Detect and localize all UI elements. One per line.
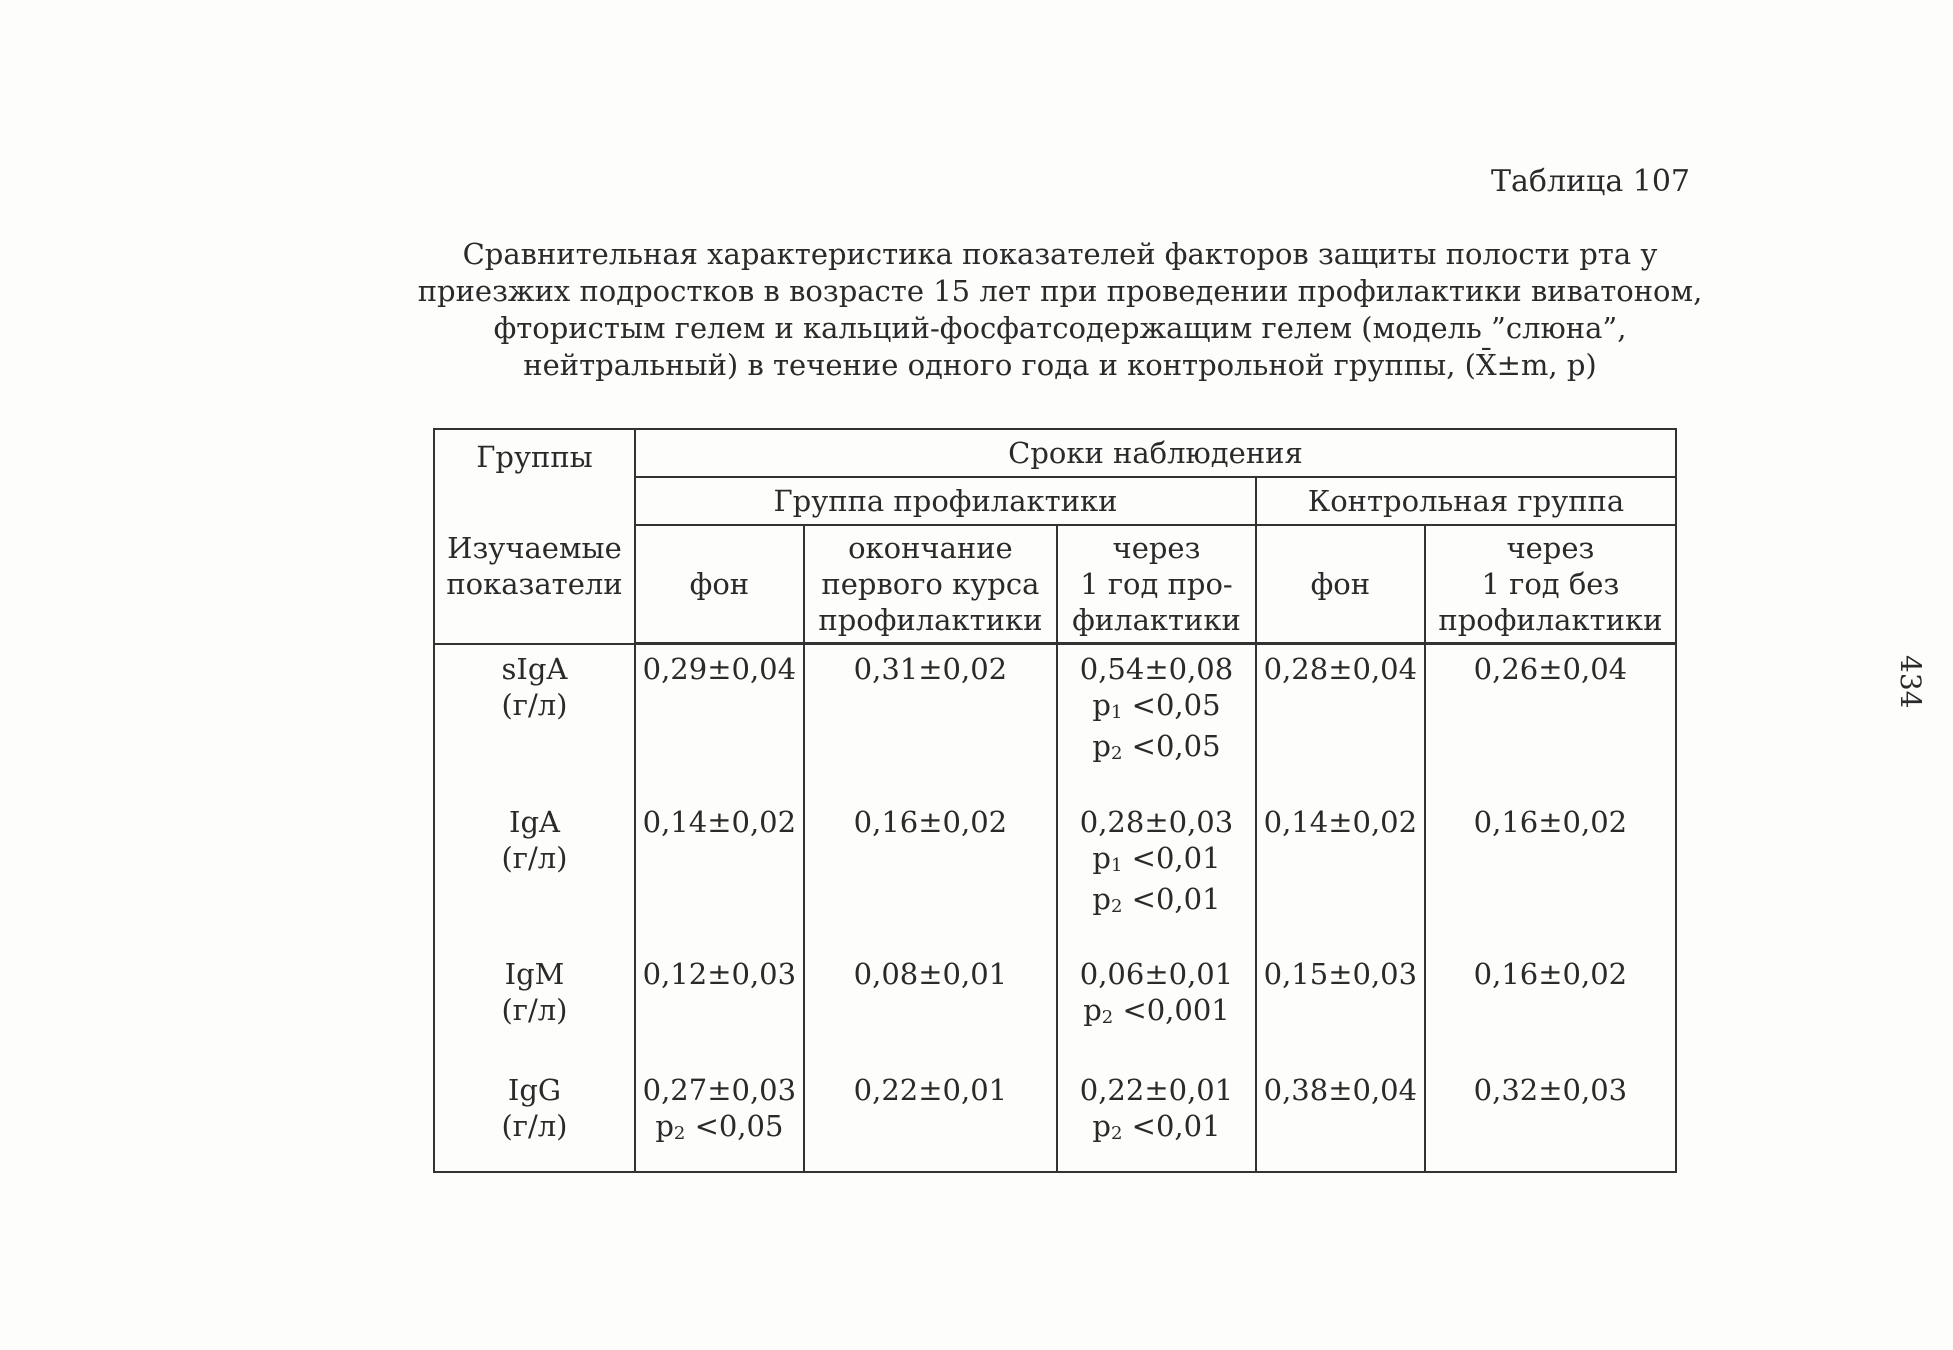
p-value: p2 <0,05 [655,1108,784,1144]
p-value: p1 <0,01 [1092,840,1221,876]
corner-line: показатели [446,567,623,601]
value-text: 0,22±0,01 [853,1072,1008,1107]
p-value: p1 <0,05 [1092,688,1221,723]
caption-line: приезжих подростков в возрасте 15 лет при проведении профилактики виватоном, [417,274,1703,308]
indicator-name: IgG [507,1072,562,1107]
value-cell [804,644,1057,798]
indicator-unit: (г/л) [501,1108,568,1143]
value-cell [635,644,804,798]
value-cell [635,950,804,1066]
table-row [434,950,1676,1066]
indicator-name: IgM [504,956,565,991]
column-header-line: через [1506,531,1595,565]
column-header-baseline [635,525,804,644]
value-cell [1425,644,1676,798]
value-text: 0,08±0,01 [853,956,1008,991]
value-text: 0,06±0,01 [1079,956,1234,991]
corner-header-cell [434,429,635,644]
caption-line: Сравнительная характеристика показателей факторов защиты полости рта у [462,237,1658,271]
value-cell [1057,644,1256,798]
indicator-cell [434,798,635,950]
value-text: 0,28±0,04 [1263,652,1418,686]
column-header-line: профилактики [818,603,1043,637]
value-text: 0,16±0,02 [1473,956,1628,991]
value-text: 0,22±0,01 [1079,1072,1234,1107]
column-header-after-year-prophylaxis [1057,525,1256,644]
indicator-unit: (г/л) [501,840,568,875]
value-cell [1057,1066,1256,1172]
corner-indicators-label [435,484,634,602]
p-value: p2 <0,001 [1083,992,1230,1028]
column-header-line: 1 год про- [1080,567,1233,601]
column-header-line: через [1112,531,1201,565]
column-header-end-course [804,525,1057,644]
value-cell [1425,798,1676,950]
column-header-line: фон [1310,567,1371,601]
value-cell [1256,644,1425,798]
column-header-line: филактики [1072,603,1241,637]
value-cell [1057,950,1256,1066]
value-text: 0,15±0,03 [1263,956,1418,991]
table-number: Таблица 107 [1491,164,1690,199]
table-row [434,644,1676,798]
column-header-line: окончание [848,531,1013,565]
indicator-cell [434,644,635,798]
value-text: 0,12±0,03 [642,956,797,991]
value-cell [635,798,804,950]
value-text: 0,31±0,02 [853,652,1008,686]
table-row [434,798,1676,950]
value-text: 0,16±0,02 [853,804,1008,839]
control-group-header: Контрольная группа [1256,477,1676,525]
value-text: 0,14±0,02 [1263,804,1418,839]
value-text: 0,29±0,04 [642,652,797,686]
column-header-line: профилактики [1438,603,1663,637]
indicator-cell [434,950,635,1066]
data-table [433,428,1677,1173]
value-text: 0,32±0,03 [1473,1072,1628,1107]
value-text: 0,27±0,03 [642,1072,797,1107]
column-header-line: 1 год без [1481,567,1620,601]
table-row [434,1066,1676,1172]
indicator-cell [434,1066,635,1172]
value-cell [804,950,1057,1066]
value-cell [1057,798,1256,950]
p-value: p2 <0,01 [1092,1108,1221,1144]
indicator-name: sIgA [501,651,568,686]
corner-line: Изучаемые [447,531,622,565]
table-caption [390,236,1730,384]
column-header-after-year-no-prophylaxis [1425,525,1676,644]
value-text: 0,26±0,04 [1473,652,1628,686]
value-text: 0,14±0,02 [642,804,797,839]
prophylaxis-group-header: Группа профилактики [635,477,1256,525]
value-cell [1425,950,1676,1066]
value-cell [1256,1066,1425,1172]
corner-groups-label: Группы [476,440,593,474]
value-cell [1256,950,1425,1066]
value-text: 0,54±0,08 [1079,652,1234,686]
value-cell [635,1066,804,1172]
value-cell [1256,798,1425,950]
p-value: p2 <0,01 [1092,881,1221,917]
column-header-control-baseline [1256,525,1425,644]
value-text: 0,28±0,03 [1079,804,1234,839]
p-value: p2 <0,05 [1092,729,1221,764]
value-cell [804,798,1057,950]
value-text: 0,38±0,04 [1263,1072,1418,1107]
value-cell [804,1066,1057,1172]
value-cell [1425,1066,1676,1172]
observation-periods-header: Сроки наблюдения [635,429,1676,477]
column-header-line: фон [689,567,750,601]
column-header-line: первого курса [821,567,1040,601]
indicator-name: IgA [509,804,560,839]
value-text: 0,16±0,02 [1473,804,1628,839]
caption-line: нейтральный) в течение одного года и контрольной группы, (X̄±m, p) [523,348,1597,382]
page-number: 434 [1894,655,1927,709]
indicator-unit: (г/л) [501,992,568,1027]
caption-line: фтористым гелем и кальций-фосфатсодержащим гелем (модель ”слюна”, [493,311,1627,345]
indicator-unit: (г/л) [501,687,568,722]
